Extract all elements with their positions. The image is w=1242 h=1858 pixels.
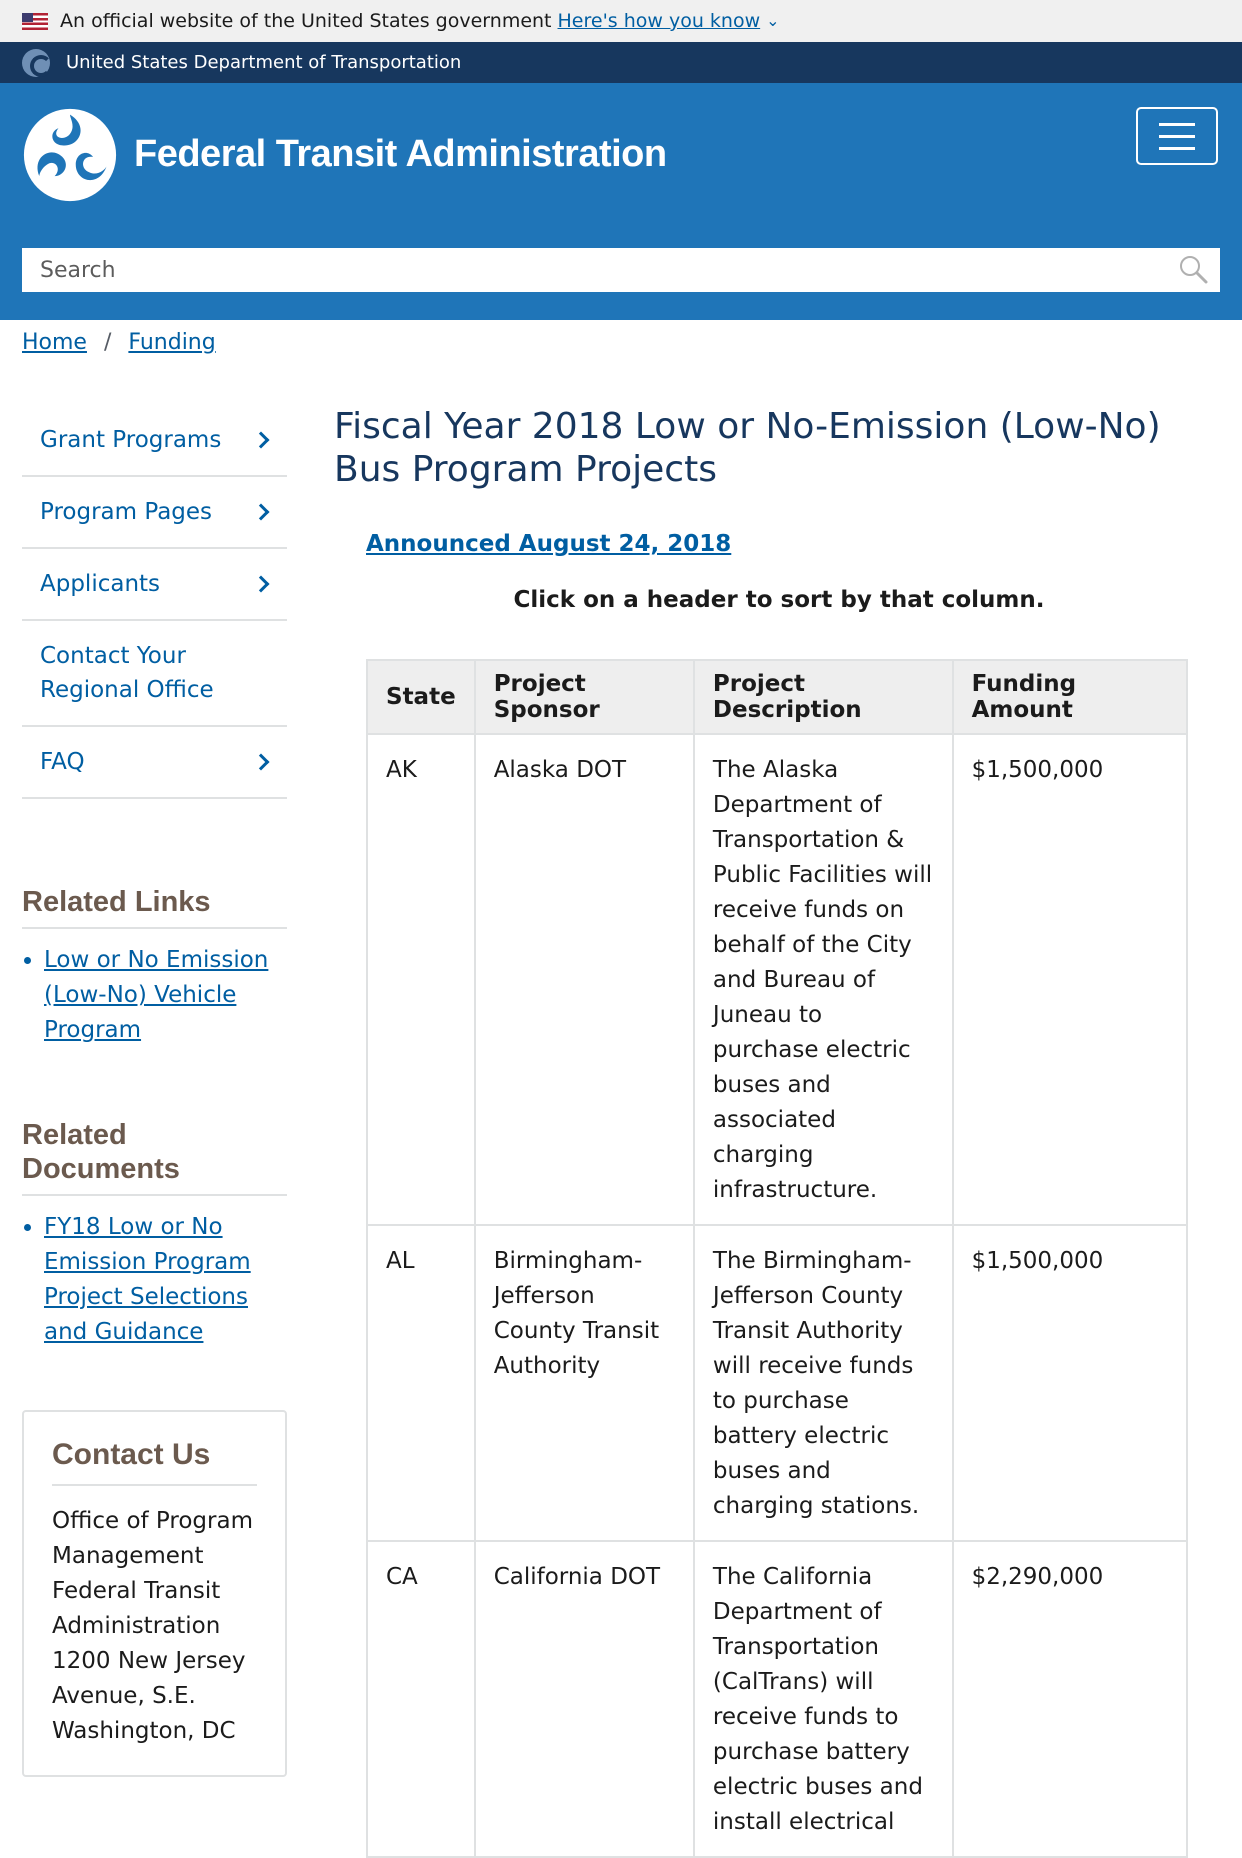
sidebar-item-label: Applicants	[40, 571, 161, 597]
cell-funding: $1,500,000	[953, 734, 1187, 1225]
menu-button[interactable]	[1136, 107, 1218, 165]
cell-sponsor: Birmingham-Jefferson County Transit Authority	[475, 1225, 694, 1541]
table-row	[367, 734, 1187, 1225]
sidebar-item-label: Grant Programs	[40, 427, 222, 453]
how-you-know-link[interactable]: Here's how you know	[557, 10, 761, 32]
list-item	[44, 943, 287, 1048]
sidebar-item-program-pages[interactable]	[22, 477, 287, 549]
chevron-right-icon	[253, 432, 270, 449]
sidebar-nav	[22, 405, 287, 799]
contact-line: Administration	[52, 1613, 221, 1639]
dot-bar	[0, 42, 1242, 83]
gov-banner	[0, 0, 1242, 42]
site-header	[0, 83, 1242, 248]
column-header-sponsor[interactable]: Project Sponsor	[475, 660, 694, 734]
cell-description: The Alaska Department of Transportation & Public Facilities will receive funds on behalf of the City and Bureau of Juneau to purchase electric buses and associated charging infrastructure.	[694, 734, 953, 1225]
menu-bar-icon	[1159, 123, 1195, 126]
search-bar	[0, 248, 1242, 320]
contact-line: Avenue, S.E.	[52, 1683, 196, 1709]
related-document-link[interactable]: FY18 Low or No Emission Program Project Selections and Guidance	[44, 1214, 251, 1345]
contact-box	[22, 1410, 287, 1777]
related-documents	[22, 1118, 287, 1350]
column-header-funding[interactable]: Funding Amount	[953, 660, 1187, 734]
sidebar-item-grant-programs[interactable]	[22, 405, 287, 477]
contact-line: Federal Transit	[52, 1578, 221, 1604]
table-header-row	[367, 660, 1187, 734]
sidebar-item-faq[interactable]	[22, 727, 287, 799]
dot-logo-icon	[22, 49, 50, 77]
related-links	[22, 885, 287, 1048]
table-row	[367, 1541, 1187, 1857]
contact-line: Office of Program	[52, 1508, 253, 1534]
sidebar-item-label: Contact Your Regional Office	[40, 643, 214, 703]
site-title[interactable]: Federal Transit Administration	[134, 133, 667, 175]
related-documents-heading: Related Documents	[22, 1118, 287, 1196]
breadcrumb-home-link[interactable]: Home	[22, 330, 87, 355]
cell-description: The Birmingham-Jefferson County Transit Authority will receive funds to purchase battery electric buses and charging stations.	[694, 1225, 953, 1541]
breadcrumb-funding-link[interactable]: Funding	[128, 330, 216, 355]
table-row	[367, 1225, 1187, 1541]
sidebar-item-contact-regional-office[interactable]	[22, 621, 287, 727]
chevron-right-icon	[253, 754, 270, 771]
menu-bar-icon	[1159, 135, 1195, 138]
related-link[interactable]: Low or No Emission (Low-No) Vehicle Program	[44, 947, 269, 1043]
cell-funding: $2,290,000	[953, 1541, 1187, 1857]
main-content	[334, 405, 1194, 1835]
announcement-link[interactable]: Announced August 24, 2018	[366, 531, 732, 557]
sidebar-item-label: Program Pages	[40, 499, 213, 525]
cell-state: AK	[367, 734, 475, 1225]
contact-heading: Contact Us	[52, 1438, 257, 1486]
dot-bar-text: United States Department of Transportation	[66, 52, 462, 73]
gov-banner-text: An official website of the United States government	[60, 10, 552, 32]
sidebar-item-label: FAQ	[40, 749, 85, 775]
breadcrumb-separator: /	[103, 330, 112, 355]
contact-line: Management	[52, 1543, 204, 1569]
cell-state: AL	[367, 1225, 475, 1541]
cell-sponsor: California DOT	[475, 1541, 694, 1857]
cell-description: The California Department of Transportation (CalTrans) will receive funds to purchase battery electric buses and install electrical	[694, 1541, 953, 1857]
related-links-heading: Related Links	[22, 885, 287, 929]
column-header-state[interactable]: State	[367, 660, 475, 734]
sidebar-item-applicants[interactable]	[22, 549, 287, 621]
us-flag-icon	[22, 13, 48, 30]
contact-line: 1200 New Jersey	[52, 1648, 246, 1674]
sidebar	[22, 405, 287, 1777]
search-icon[interactable]	[1178, 254, 1208, 284]
chevron-down-icon[interactable]: ⌄	[766, 10, 780, 30]
cell-state: CA	[367, 1541, 475, 1857]
search-input[interactable]	[40, 258, 1102, 283]
page-title: Fiscal Year 2018 Low or No-Emission (Low-No) Bus Program Projects	[334, 406, 1161, 490]
chevron-right-icon	[253, 576, 270, 593]
search-box	[22, 248, 1220, 292]
column-header-description[interactable]: Project Description	[694, 660, 953, 734]
menu-bar-icon	[1159, 147, 1195, 150]
contact-line: Washington, DC	[52, 1718, 236, 1744]
projects-table	[366, 659, 1188, 1858]
cell-funding: $1,500,000	[953, 1225, 1187, 1541]
list-item	[44, 1210, 287, 1350]
breadcrumb	[22, 330, 216, 355]
fta-logo-icon[interactable]	[22, 107, 118, 203]
cell-sponsor: Alaska DOT	[475, 734, 694, 1225]
sort-hint: Click on a header to sort by that column.	[513, 587, 1045, 613]
chevron-right-icon	[253, 504, 270, 521]
